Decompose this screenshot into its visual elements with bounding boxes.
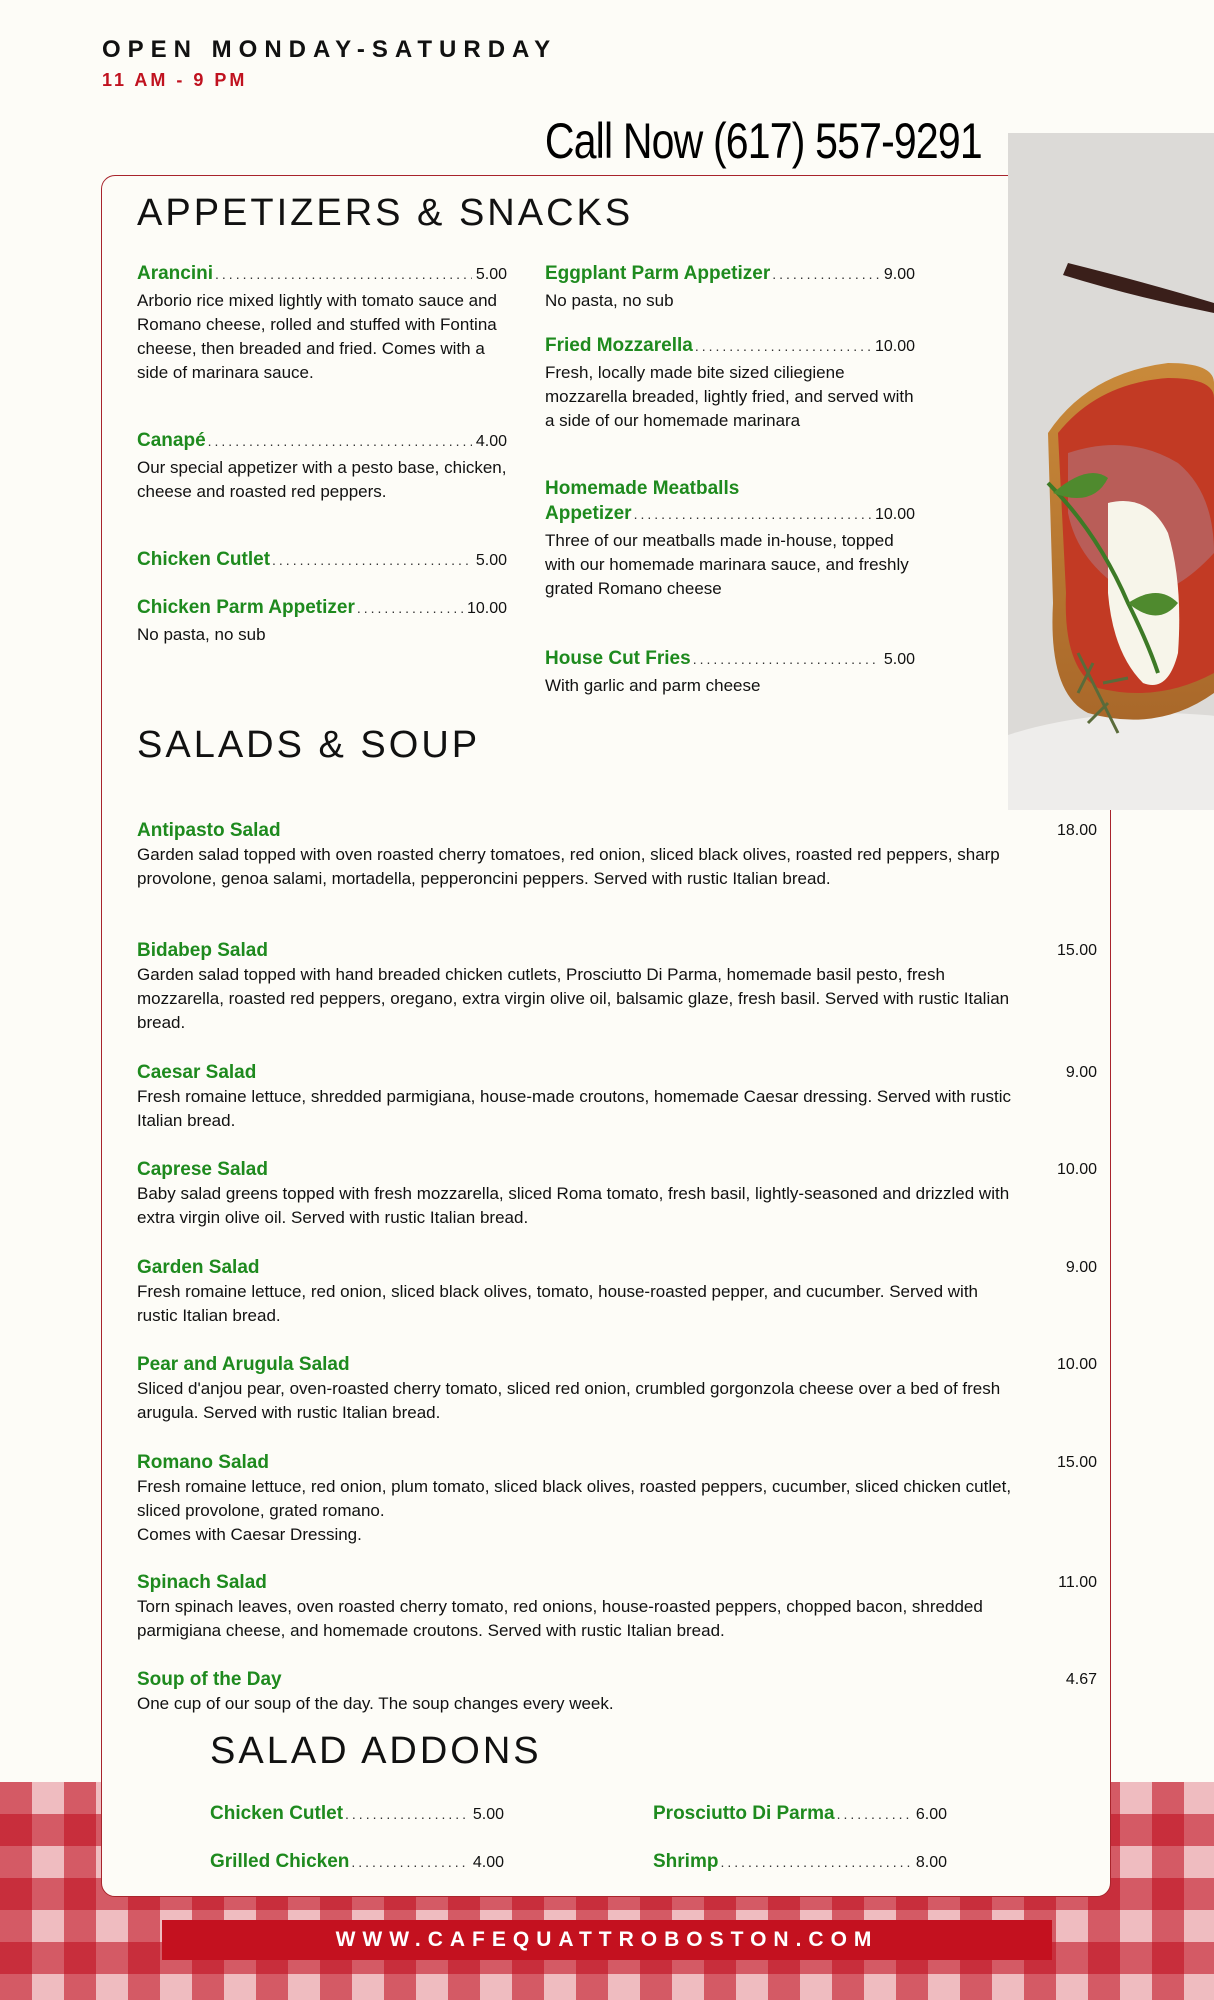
hours-title: OPEN MONDAY-SATURDAY xyxy=(102,36,558,63)
website-link[interactable]: WWW.CAFEQUATTROBOSTON.COM xyxy=(162,1920,1052,1960)
item-name: Romano Salad xyxy=(137,1452,269,1473)
item-price: 4.00 xyxy=(475,433,507,450)
menu-item xyxy=(545,647,915,698)
salad-item xyxy=(137,1451,1097,1547)
item-description: Fresh romaine lettuce, red onion, plum tomato, sliced black olives, roasted peppers, cucumber, sliced chicken cutlet, sliced provolone, grated romano. xyxy=(137,1477,1012,1520)
item-description: Fresh romaine lettuce, red onion, sliced black olives, tomato, house-roasted pepper, and cucumber. Served with rustic Italian bread. xyxy=(137,1282,979,1325)
item-description: No pasta, no sub xyxy=(137,625,266,644)
salad-item xyxy=(137,1353,1097,1425)
call-now-phone[interactable]: Call Now (617) 557-9291 xyxy=(545,113,982,169)
food-photo xyxy=(1008,133,1214,810)
salad-item xyxy=(137,1158,1097,1230)
item-description: Baby salad greens topped with fresh mozzarella, sliced Roma tomato, fresh basil, lightly-seasoned and drizzled with extra virgin olive oil. Served with rustic Italian bread. xyxy=(137,1184,1010,1227)
menu-item xyxy=(545,334,915,433)
item-price: 10.00 xyxy=(466,600,507,617)
item-price: 15.00 xyxy=(1056,942,1097,959)
salads-heading: SALADS & SOUP xyxy=(137,724,481,766)
item-price: 5.00 xyxy=(883,651,915,668)
item-name: Chicken Cutlet xyxy=(137,549,271,570)
item-price: 4.00 xyxy=(472,1854,504,1871)
item-name: Soup of the Day xyxy=(137,1669,282,1690)
salad-item xyxy=(137,1061,1097,1133)
item-name: Pear and Arugula Salad xyxy=(137,1354,350,1375)
item-description: Our special appetizer with a pesto base, chicken, cheese and roasted red peppers. xyxy=(137,458,507,501)
addon-item xyxy=(210,1850,504,1875)
item-price: 9.00 xyxy=(883,266,915,283)
item-description: Garden salad topped with oven roasted cherry tomatoes, red onion, sliced black olives, roasted red peppers, sharp provolone, genoa salami, mortadella, pepperoncini peppers. Served with rustic Italian bread. xyxy=(137,845,1000,888)
item-description: Garden salad topped with hand breaded chicken cutlets, Prosciutto Di Parma, homemade basil pesto, fresh mozzarella, roasted red peppers, oregano, extra virgin olive oil, balsamic glaze, fresh basil. Served with rustic Italian bread. xyxy=(137,965,1010,1032)
salad-item xyxy=(137,1571,1097,1643)
addon-item xyxy=(210,1802,504,1827)
item-price: 10.00 xyxy=(874,506,915,523)
item-name: Spinach Salad xyxy=(137,1572,267,1593)
item-name: Chicken Parm Appetizer xyxy=(137,597,355,618)
menu-item xyxy=(137,596,507,647)
item-name: Chicken Cutlet xyxy=(210,1803,344,1824)
item-description: No pasta, no sub xyxy=(545,291,674,310)
menu-item xyxy=(545,262,915,313)
item-description-note: Comes with Caesar Dressing. xyxy=(137,1525,362,1544)
appetizers-heading: APPETIZERS & SNACKS xyxy=(137,192,634,234)
item-price: 6.00 xyxy=(915,1806,947,1823)
addon-item xyxy=(653,1850,947,1875)
item-name: Fried Mozzarella xyxy=(545,335,693,356)
item-price: 5.00 xyxy=(475,266,507,283)
menu-item xyxy=(545,476,915,601)
item-price: 10.00 xyxy=(874,338,915,355)
addons-heading: SALAD ADDONS xyxy=(210,1730,542,1772)
salad-item xyxy=(137,1256,1097,1328)
item-price: 5.00 xyxy=(475,552,507,569)
salad-item xyxy=(137,939,1097,1035)
item-name: Homemade Meatballs xyxy=(545,478,740,499)
item-price: 10.00 xyxy=(1056,1356,1097,1373)
item-name: House Cut Fries xyxy=(545,648,691,669)
item-name: Eggplant Parm Appetizer xyxy=(545,263,771,284)
item-name: Prosciutto Di Parma xyxy=(653,1803,835,1824)
item-price: 5.00 xyxy=(472,1806,504,1823)
item-name: Canapé xyxy=(137,430,206,451)
item-price: 11.00 xyxy=(1058,1574,1097,1591)
item-description: Fresh romaine lettuce, shredded parmigiana, house-made croutons, homemade Caesar dressing. Served with rustic Italian bread. xyxy=(137,1087,1012,1130)
item-description: Torn spinach leaves, oven roasted cherry tomato, red onions, house-roasted peppers, chopped bacon, shredded parmigiana cheese, and homemade croutons. Served with rustic Italian bread. xyxy=(137,1597,983,1640)
item-price: 15.00 xyxy=(1056,1454,1097,1471)
item-name-line2: Appetizer xyxy=(545,503,632,524)
item-description: Fresh, locally made bite sized ciliegiene mozzarella breaded, lightly fried, and served with a side of our homemade marinara xyxy=(545,363,914,430)
item-name: Grilled Chicken xyxy=(210,1851,350,1872)
item-name: Caesar Salad xyxy=(137,1062,257,1083)
addon-item xyxy=(653,1802,947,1827)
item-price: 8.00 xyxy=(915,1854,947,1871)
item-name: Shrimp xyxy=(653,1851,719,1872)
item-description: Arborio rice mixed lightly with tomato sauce and Romano cheese, rolled and stuffed with Fontina cheese, then breaded and fried. Comes with a side of marinara sauce. xyxy=(137,291,497,382)
item-price: 10.00 xyxy=(1056,1161,1097,1178)
salad-item xyxy=(137,1668,1097,1716)
item-price: 4.67 xyxy=(1065,1671,1097,1688)
item-description: With garlic and parm cheese xyxy=(545,676,761,695)
hours-time: 11 AM - 9 PM xyxy=(102,70,248,90)
item-name: Antipasto Salad xyxy=(137,820,281,841)
menu-item xyxy=(137,429,507,504)
item-name: Bidabep Salad xyxy=(137,940,268,961)
item-price: 9.00 xyxy=(1065,1259,1097,1276)
item-description: One cup of our soup of the day. The soup changes every week. xyxy=(137,1694,614,1713)
menu-item xyxy=(137,548,507,573)
item-name: Garden Salad xyxy=(137,1257,260,1278)
menu-item xyxy=(137,262,507,385)
item-description: Sliced d'anjou pear, oven-roasted cherry tomato, sliced red onion, crumbled gorgonzola cheese over a bed of fresh arugula. Served with rustic Italian bread. xyxy=(137,1379,1001,1422)
salad-item xyxy=(137,819,1097,891)
item-name: Arancini xyxy=(137,263,214,284)
item-price: 18.00 xyxy=(1056,822,1097,839)
item-name: Caprese Salad xyxy=(137,1159,268,1180)
item-description: Three of our meatballs made in-house, topped with our homemade marinara sauce, and freshly grated Romano cheese xyxy=(545,531,909,598)
item-price: 9.00 xyxy=(1065,1064,1097,1081)
